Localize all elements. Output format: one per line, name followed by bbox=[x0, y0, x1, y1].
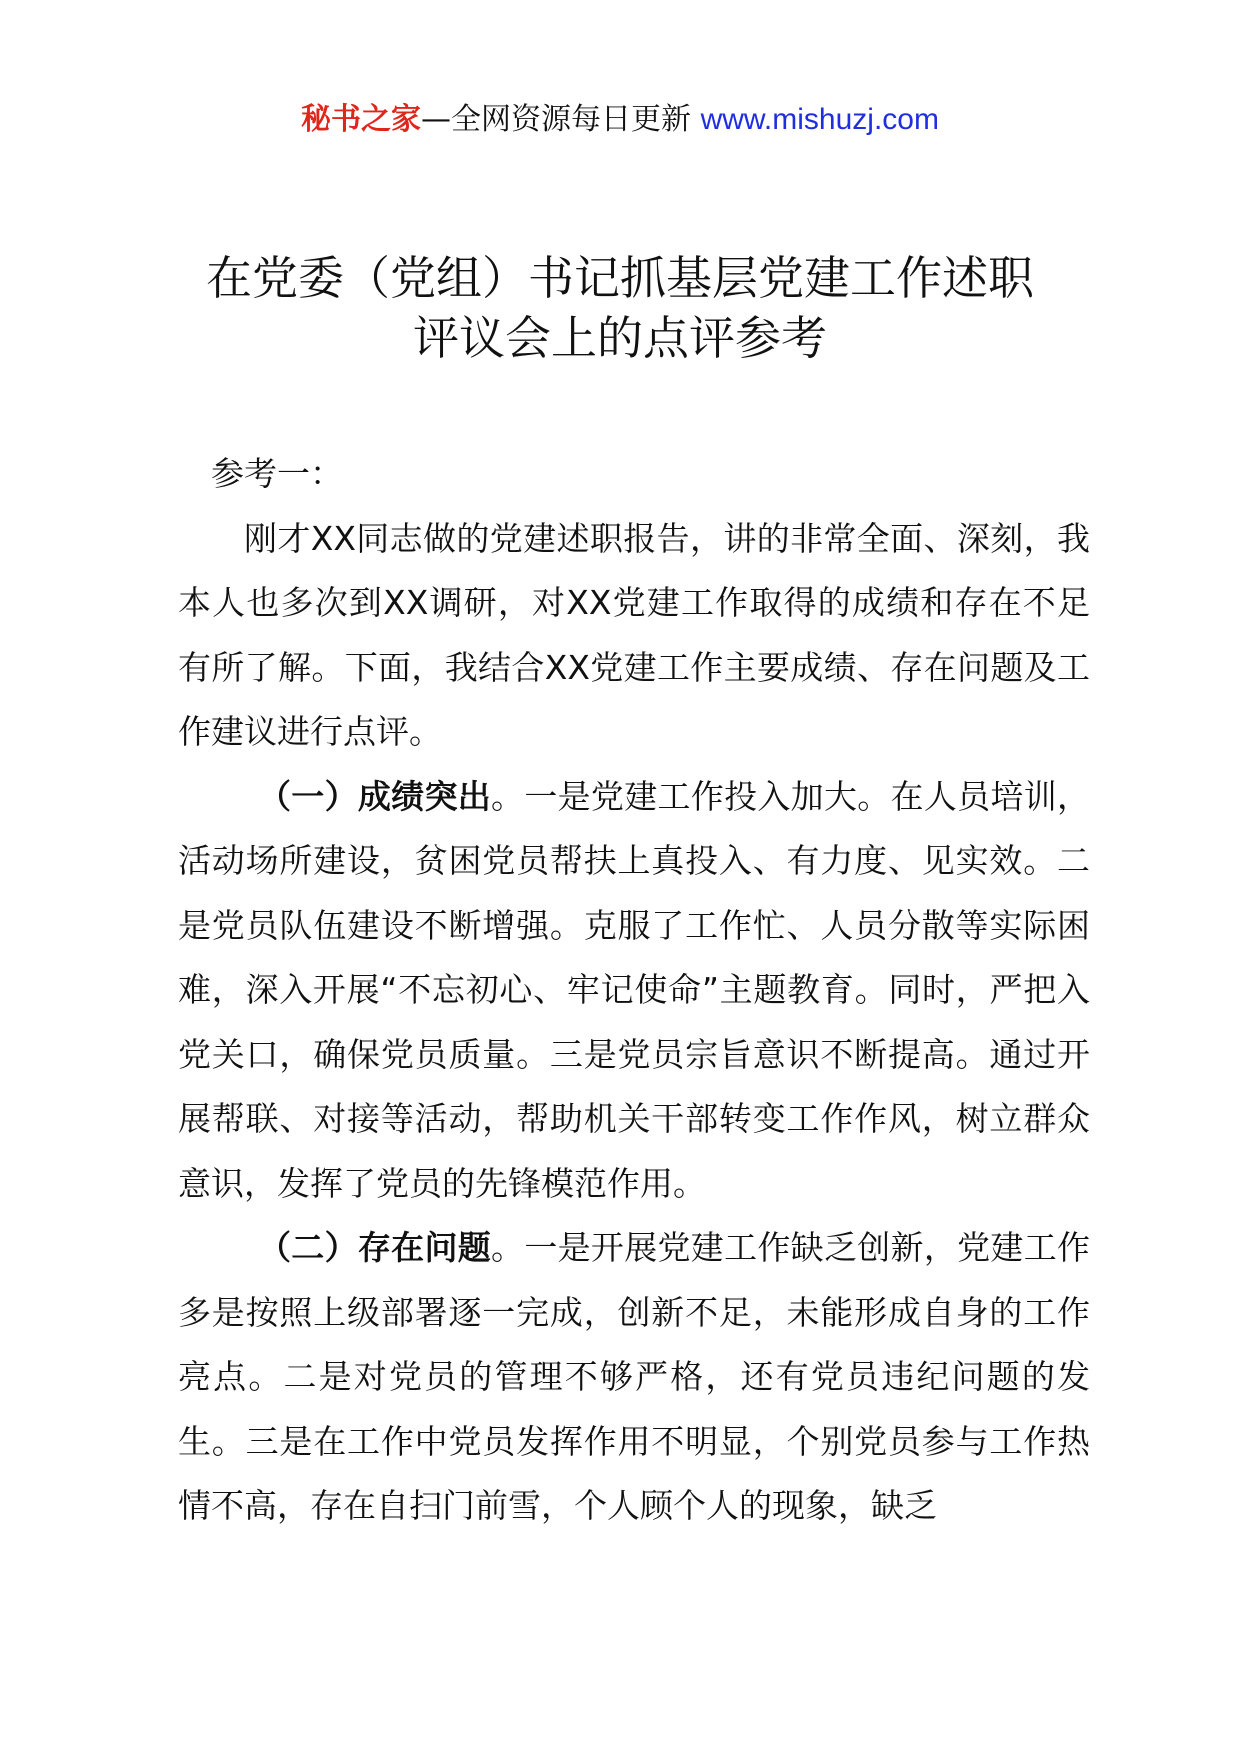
brand-name: 秘书之家 bbox=[301, 102, 422, 137]
reference-label: 参考一： bbox=[211, 454, 343, 493]
section-problems bbox=[178, 1216, 1090, 1539]
site-url-link[interactable]: www.mishuzj.com bbox=[700, 103, 939, 136]
document-title bbox=[0, 248, 1240, 368]
section-achievements-heading: （一）成绩突出 bbox=[258, 776, 492, 816]
header-tagline: —全网资源每日更新 bbox=[421, 102, 701, 137]
document-body bbox=[178, 442, 1090, 1539]
section-achievements bbox=[178, 765, 1090, 1217]
intro-paragraph: 刚才XX同志做的党建述职报告，讲的非常全面、深刻，我本人也多次到XX调研，对XX党建工作取得的成绩和存在不足有所了解。下面，我结合XX党建工作主要成绩、存在问题及工作建议进行点评。 bbox=[178, 518, 1090, 751]
section-problems-text: 。一是开展党建工作缺乏创新，党建工作多是按照上级部署逐一完成，创新不足，未能形成自身的工作亮点。二是对党员的管理不够严格，还有党员违纪问题的发生。三是在工作中党员发挥作用不明显，个别党员参与工作热情不高，存在自扫门前雪，个人顾个人的现象，缺乏 bbox=[178, 1228, 1091, 1525]
section-achievements-text: 。一是党建工作投入加大。在人员培训，活动场所建设，贫困党员帮扶上真投入、有力度、见实效。二是党员队伍建设不断增强。克服了工作忙、人员分散等实际困难，深入开展“不忘初心、牢记使命”主题教育。同时，严把入党关口，确保党员质量。三是党员宗旨意识不断提高。通过开展帮联、对接等活动，帮助机关干部转变工作作风，树立群众意识，发挥了党员的先锋模范作用。 bbox=[178, 776, 1091, 1203]
section-problems-heading: （二）存在问题 bbox=[258, 1228, 492, 1267]
title-line-1: 在党委（党组）书记抓基层党建工作述职 bbox=[206, 251, 1034, 305]
title-line-2: 评议会上的点评参考 bbox=[413, 311, 827, 365]
site-header bbox=[0, 100, 1240, 140]
